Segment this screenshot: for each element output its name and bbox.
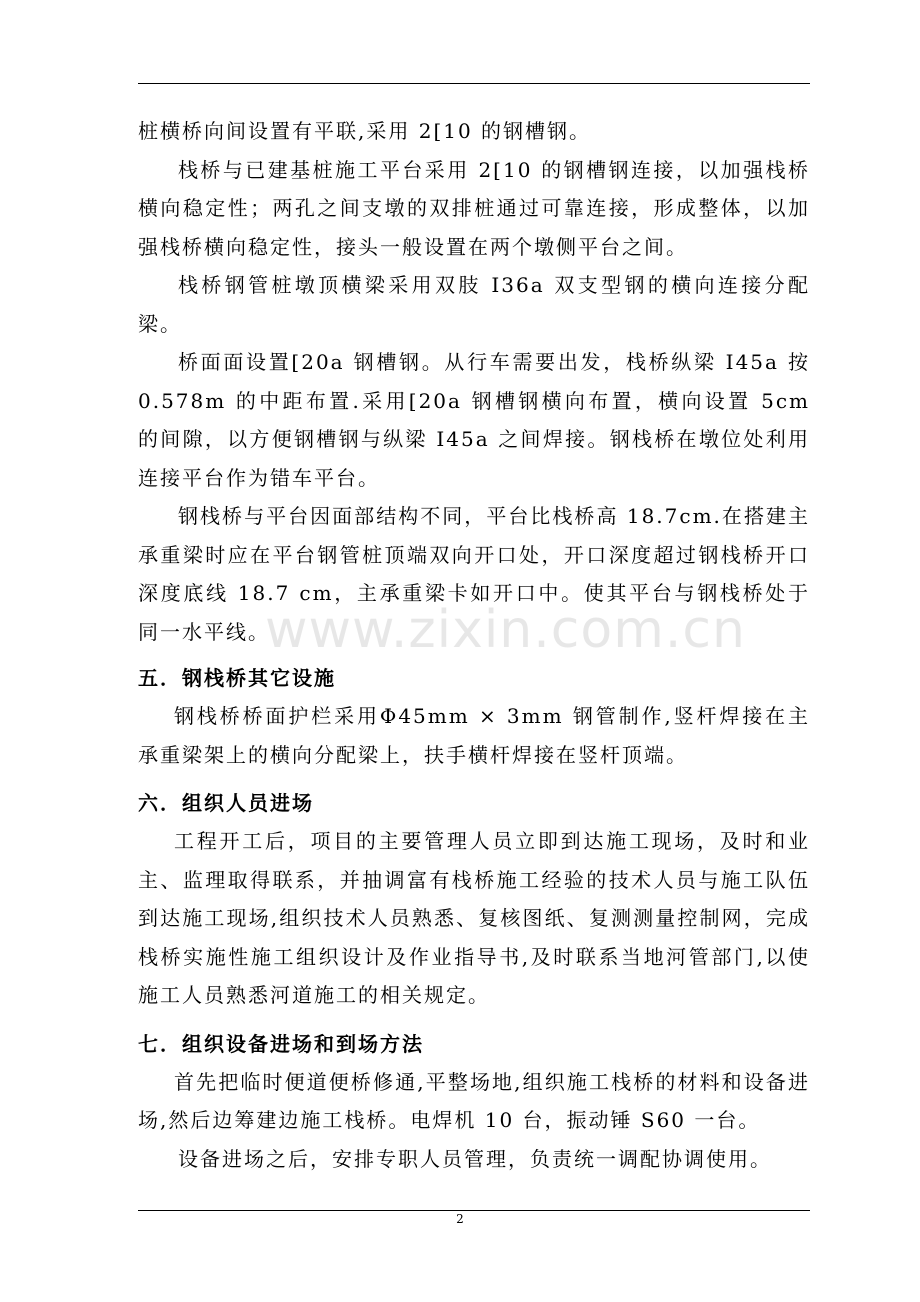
paragraph: 钢栈桥桥面护栏采用Φ45mm × 3mm 钢管制作,竖杆焊接在主承重梁架上的横向分配梁上，扶手横杆焊接在竖杆顶端。 — [138, 704, 810, 767]
document-body — [138, 112, 810, 1178]
paragraph: 桩横桥向间设置有平联,采用 2[10 的钢槽钢。 — [138, 119, 592, 143]
section-heading: 五．钢栈桥其它设施 — [138, 666, 336, 690]
page-number: 2 — [456, 1212, 464, 1226]
paragraph: 工程开工后，项目的主要管理人员立即到达施工现场，及时和业主、监理取得联系，并抽调富有栈桥施工经验的技术人员与施工队伍到达施工现场,组织技术人员熟悉、复核图纸、复测测量控制网，完成栈桥实施性施工组织设计及作业指导书,及时联系当地河管部门,以使施工人员熟悉河道施工的相关规定。 — [138, 829, 810, 1007]
header-rule — [138, 83, 810, 84]
footer-rule — [138, 1210, 810, 1211]
paragraph: 栈桥与已建基桩施工平台采用 2[10 的钢槽钢连接，以加强栈桥横向稳定性；两孔之间支墩的双排桩通过可靠连接，形成整体，以加强栈桥横向稳定性，接头一般设置在两个墩侧平台之间。 — [138, 157, 810, 259]
section-heading: 六．组织人员进场 — [138, 791, 314, 815]
paragraph: 栈桥钢管桩墩顶横梁采用双肢 I36a 双支型钢的横向连接分配梁。 — [138, 273, 810, 336]
watermark: www.zixin.com.cn — [265, 600, 746, 660]
section-heading: 七．组织设备进场和到场方法 — [138, 1031, 424, 1056]
paragraph: 首先把临时便道便桥修通,平整场地,组织施工栈桥的材料和设备进场,然后边筹建边施工栈桥。电焊机 10 台，振动锤 S60 一台。 — [138, 1069, 810, 1132]
paragraph: 钢栈桥与平台因面部结构不同，平台比栈桥高 18.7cm.在搭建主承重梁时应在平台钢管桩顶端双向开口处，开口深度超过钢栈桥开口深度底线 18.7 cm，主承重梁卡如开口中。使其平台与钢栈桥处于同一水平线。 — [138, 504, 810, 644]
paragraph: 桥面面设置[20a 钢槽钢。从行车需要出发，栈桥纵梁 I45a 按 0.578m 的中距布置.采用[20a 钢槽钢横向布置，横向设置 5cm 的间隙，以方便钢槽钢与纵梁 I45a 之间焊接。钢栈桥在墩位处利用连接平台作为错车平台。 — [138, 350, 810, 490]
paragraph: 设备进场之后，安排专职人员管理，负责统一调配协调使用。 — [178, 1146, 772, 1171]
